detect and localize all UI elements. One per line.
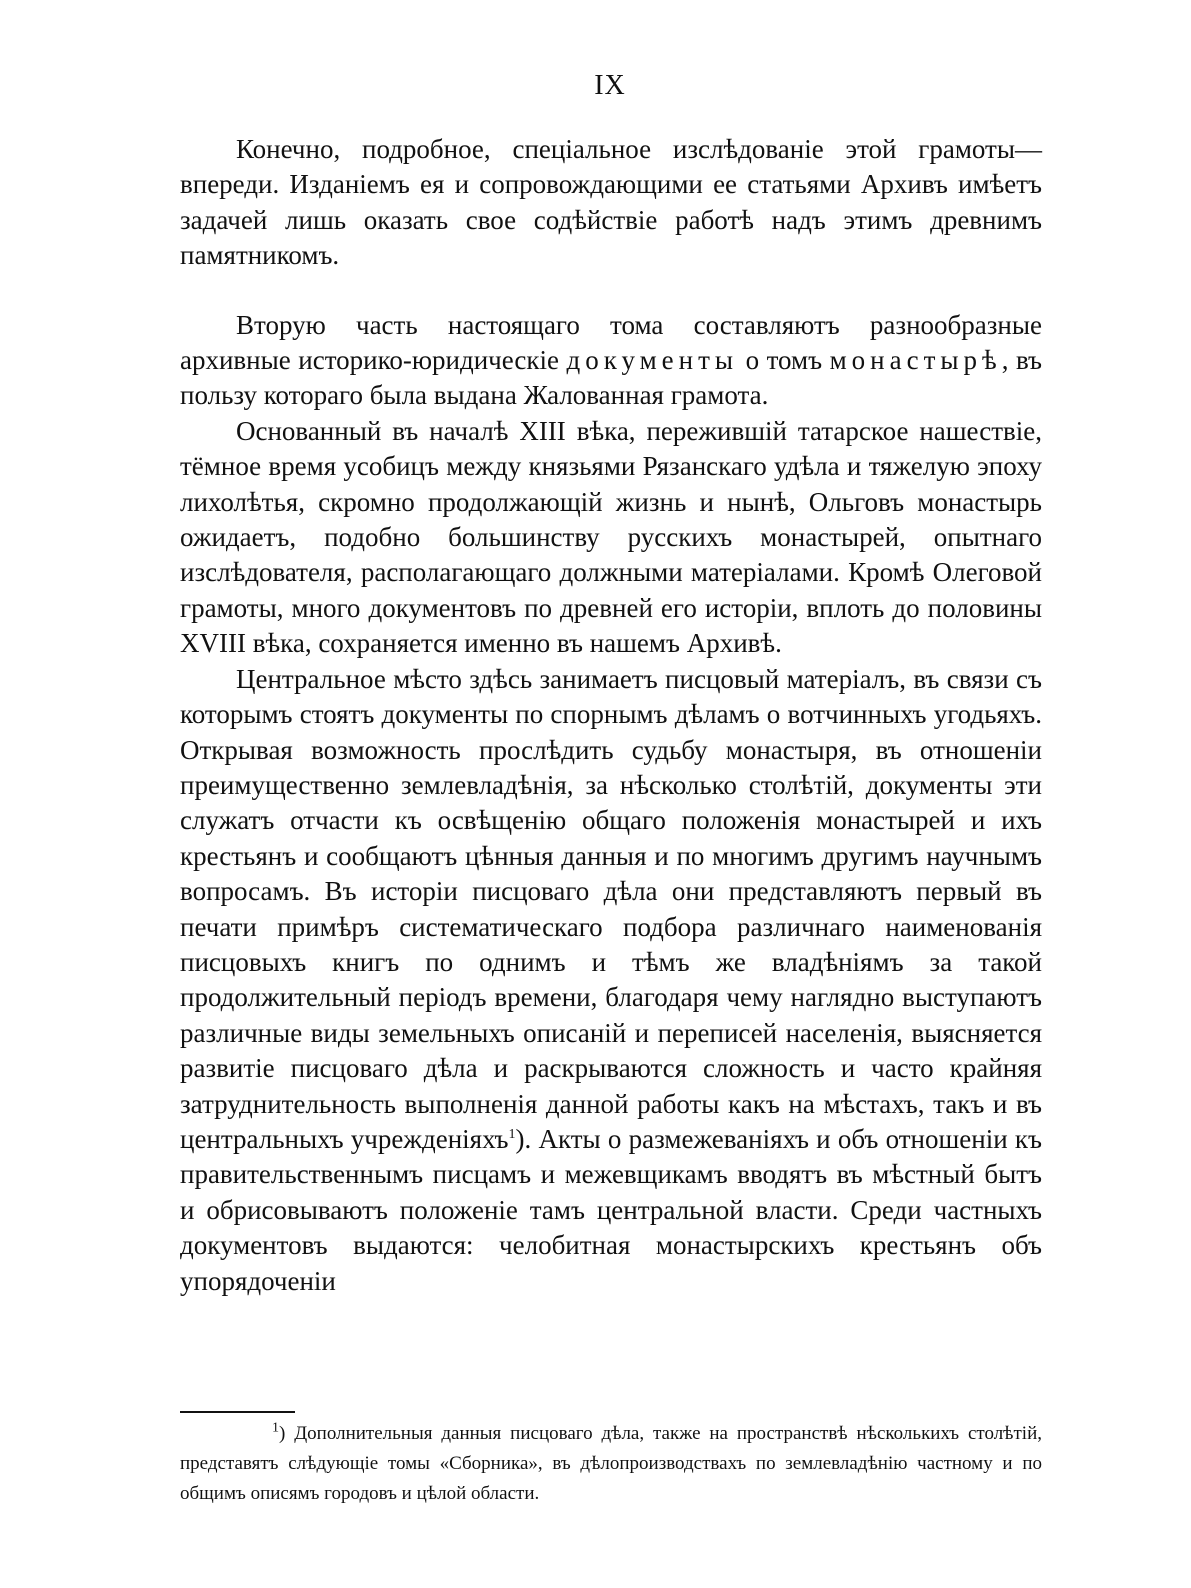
footnote — [180, 1419, 1042, 1509]
footnote-divider — [180, 1411, 295, 1413]
paragraph-4-start: Центральное мѣсто здѣсь занимаетъ писцовый матеріалъ, въ связи съ которымъ стоятъ документы по спорнымъ дѣламъ о вотчинныхъ угодьяхъ. Открывая возможность прослѣдить судьбу монастыря, въ отношеніи преимущественно землевладѣнія, за нѣсколько столѣтій, документы эти служатъ отчасти къ освѣщенію общаго положенія монастырей и ихъ крестьянъ и сообщаютъ цѣнныя данныя и по многимъ другимъ научнымъ вопросамъ. Въ исторіи писцоваго дѣла они представляютъ первый въ печати примѣръ систематическаго подбора различнаго наименованія писцовыхъ книгъ по однимъ и тѣмъ же владѣніямъ за такой продолжительный періодъ времени, благодаря чему наглядно выступаютъ различные виды земельныхъ описаній и переписей населенія, выясняется развитіе писцоваго дѣла и раскрываются сложность и часто крайняя затруднительность выполненія данной работы какъ на мѣстахъ, такъ и въ центральныхъ учрежденіяхъ — [180, 663, 1042, 1154]
paragraph-2 — [180, 308, 1042, 414]
page-number: IX — [594, 70, 626, 101]
paragraph-2-mid: о томъ — [738, 345, 830, 376]
spaced-word-documents: документы — [566, 345, 739, 376]
paragraph-4 — [180, 662, 1042, 1299]
footnote-reference: 1 — [508, 1126, 516, 1142]
paragraph-gap — [180, 274, 1042, 308]
paragraph-2-end: , въ пользу котораго была выдана Жалованная грамота. — [180, 345, 1042, 411]
spaced-word-monastery: монастырѣ — [829, 345, 1002, 376]
paragraph-3: Основанный въ началѣ XIII вѣка, пережившій татарское нашествіе, тёмное время усобицъ между князьями Рязанскаго удѣла и тяжелую эпоху лихолѣтья, скромно продолжающій жизнь и нынѣ, Ольговъ монастырь ожидаетъ, подобно большинству русскихъ монастырей, опытнаго изслѣдователя, располагающаго должными матеріалами. Кромѣ Олеговой грамоты, много документовъ по древней его исторіи, вплоть до половины XVIII вѣка, сохраняется именно въ нашемъ Архивѣ. — [180, 415, 1042, 659]
paragraph-2-start: Вторую часть настоящаго тома составляютъ разнообразные архивные историко-юридическіе — [180, 309, 1042, 376]
footnote-marker: 1 — [272, 1420, 279, 1436]
body-text — [180, 132, 1042, 1299]
paragraph-1: Конечно, подробное, спеціальное изслѣдованіе этой грамоты— впереди. Изданіемъ ея и сопровождающими ее статьями Архивъ имѣетъ задачей лишь оказать свое содѣйствіе работѣ надъ этимъ древнимъ памятникомъ. — [180, 134, 1042, 271]
paragraph-4-end: ). Акты о размежеваніяхъ и объ отношеніи къ правительственнымъ писцамъ и межевщикамъ вводятъ въ мѣстный бытъ и обрисовываютъ положеніе тамъ центральной власти. Среди частныхъ документовъ выдаются: челобитная монастырскихъ крестьянъ объ упорядоченіи — [180, 1123, 1042, 1296]
footnote-text: ) Дополнительныя данныя писцоваго дѣла, также на пространствѣ нѣсколькихъ столѣтій, представятъ слѣдующіе томы «Сборника», въ дѣлопроизводствахъ по землевладѣнію частному и по общимъ описямъ городовъ и цѣлой области. — [180, 1423, 1042, 1504]
